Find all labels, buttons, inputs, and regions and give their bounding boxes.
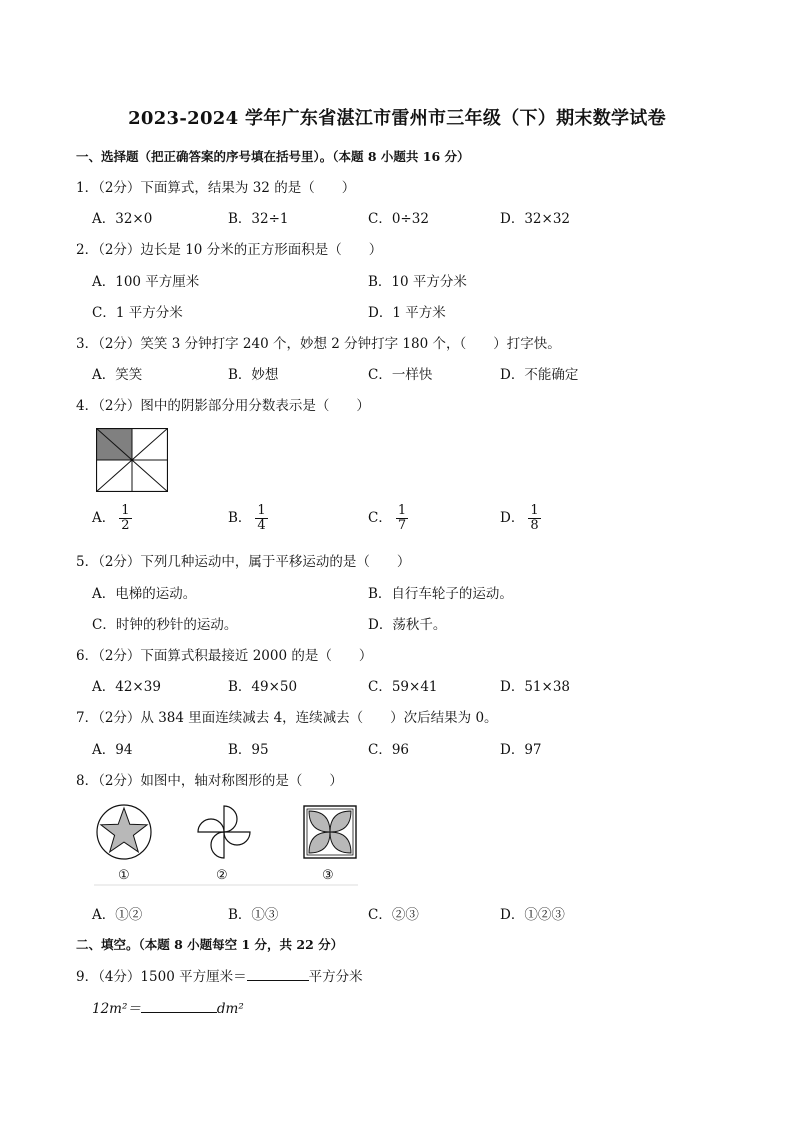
question-2-stem: 2．（2分）边长是 10 分米的正方形面积是（ ） xyxy=(76,242,383,258)
question-2-option-a[interactable]: A．100 平方厘米 xyxy=(92,274,200,290)
option-label: D． xyxy=(500,510,525,526)
question-4-option-c[interactable] xyxy=(368,504,408,533)
fraction xyxy=(255,504,267,533)
question-6-option-c[interactable]: C．59×41 xyxy=(368,679,438,695)
question-8-option-a[interactable]: A．①② xyxy=(92,907,143,923)
question-6-option-b[interactable]: B．49×50 xyxy=(228,679,298,695)
question-8-option-b[interactable]: B．①③ xyxy=(228,907,279,923)
question-3-option-a[interactable]: A．笑笑 xyxy=(92,367,143,383)
question-1-option-c[interactable]: C．0÷32 xyxy=(368,211,429,227)
question-3-option-b[interactable]: B．妙想 xyxy=(228,367,279,383)
question-5-option-c[interactable]: C．时钟的秒针的运动。 xyxy=(92,617,238,633)
option-label: A． xyxy=(92,510,116,526)
fraction xyxy=(528,504,540,533)
fraction xyxy=(119,504,131,533)
question-7-option-c[interactable]: C．96 xyxy=(368,742,410,758)
question-6-stem: 6．（2分）下面算式积最接近 2000 的是（ ） xyxy=(76,648,373,664)
option-label: B． xyxy=(228,510,252,526)
answer-blank-1[interactable] xyxy=(247,966,309,981)
question-2-option-c[interactable]: C．1 平方分米 xyxy=(92,305,183,321)
denominator: 8 xyxy=(530,518,539,533)
question-5-stem: 5．（2分）下列几种运动中，属于平移运动的是（ ） xyxy=(76,554,411,570)
question-9-line-1 xyxy=(76,965,363,985)
figure-label-1: ① xyxy=(118,868,130,883)
page-title: 2023-2024 学年广东省湛江市雷州市三年级（下）期末数学试卷 xyxy=(128,108,666,129)
option-label: C． xyxy=(368,510,392,526)
question-4-option-b[interactable] xyxy=(228,504,268,533)
fraction-square-figure xyxy=(96,428,168,492)
question-1-stem: 1．（2分）下面算式，结果为 32 的是（ ） xyxy=(76,180,356,196)
circle-star-figure xyxy=(97,805,151,859)
question-7-option-b[interactable]: B．95 xyxy=(228,742,269,758)
question-9-suffix: 平方分米 xyxy=(308,969,363,985)
question-5-option-d[interactable]: D．荡秋千。 xyxy=(368,617,447,633)
question-9-line2-prefix: 12m²＝ xyxy=(92,1001,141,1017)
figure-label-3: ③ xyxy=(322,868,334,883)
question-5-option-a[interactable]: A．电梯的运动。 xyxy=(92,586,197,602)
figure-label-2: ② xyxy=(216,868,228,883)
square-petals-figure xyxy=(304,806,356,858)
section-heading-1: 一、选择题（把正确答案的序号填在括号里）。（本题 8 小题共 16 分） xyxy=(76,149,470,164)
question-5-option-b[interactable]: B．自行车轮子的运动。 xyxy=(368,586,513,602)
question-7-option-a[interactable]: A．94 xyxy=(92,742,133,758)
question-9-prefix: 9．（4分）1500 平方厘米＝ xyxy=(76,969,247,985)
section-heading-2: 二、填空。（本题 8 小题每空 1 分，共 22 分） xyxy=(76,937,344,952)
fraction xyxy=(396,504,408,533)
denominator: 2 xyxy=(121,518,130,533)
question-3-stem: 3．（2分）笑笑 3 分钟打字 240 个，妙想 2 分钟打字 180 个，（ ）打字快。 xyxy=(76,336,561,352)
question-9-line-2 xyxy=(92,997,244,1017)
question-8-stem: 8．（2分）如图中，轴对称图形的是（ ） xyxy=(76,773,343,789)
question-4-option-a[interactable] xyxy=(92,504,132,533)
numerator: 1 xyxy=(397,503,407,518)
question-3-option-d[interactable]: D．不能确定 xyxy=(500,367,579,383)
question-1-option-b[interactable]: B．32÷1 xyxy=(228,211,289,227)
question-2-option-d[interactable]: D．1 平方米 xyxy=(368,305,446,321)
question-8-option-c[interactable]: C．②③ xyxy=(368,907,419,923)
question-3-option-c[interactable]: C．一样快 xyxy=(368,367,433,383)
question-4-option-d[interactable] xyxy=(500,504,541,533)
denominator: 7 xyxy=(397,518,407,533)
question-8-option-d[interactable]: D．①②③ xyxy=(500,907,565,923)
question-2-option-b[interactable]: B．10 平方分米 xyxy=(368,274,467,290)
denominator: 4 xyxy=(257,518,266,533)
question-1-option-a[interactable]: A．32×0 xyxy=(92,211,153,227)
numerator: 1 xyxy=(530,503,539,518)
question-7-stem: 7．（2分）从 384 里面连续减去 4，连续减去（ ）次后结果为 0。 xyxy=(76,710,498,726)
numerator: 1 xyxy=(257,503,266,518)
numerator: 1 xyxy=(121,503,130,518)
question-4-stem: 4．（2分）图中的阴影部分用分数表示是（ ） xyxy=(76,398,370,414)
question-7-option-d[interactable]: D．97 xyxy=(500,742,542,758)
question-6-option-a[interactable]: A．42×39 xyxy=(92,679,161,695)
pinwheel-figure xyxy=(198,806,250,858)
answer-blank-2[interactable] xyxy=(141,998,217,1013)
question-6-option-d[interactable]: D．51×38 xyxy=(500,679,570,695)
question-1-option-d[interactable]: D．32×32 xyxy=(500,211,570,227)
question-9-line2-suffix: dm² xyxy=(216,1001,244,1017)
